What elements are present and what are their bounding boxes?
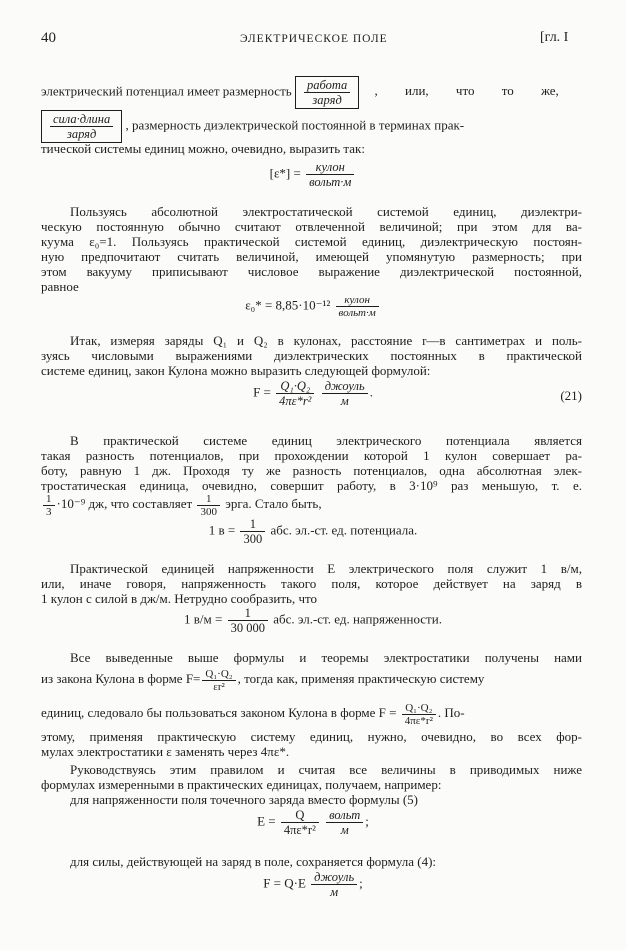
dimension-bracket: работа заряд	[295, 76, 359, 109]
text-line: $\frac{1}{3}$ ·10⁻⁹ дж, что составляет $\frac{1}{300}$ эрга. Стало быть,	[41, 492, 582, 518]
text-line: Итак, измеряя заряды Q₁ и Q₂ в кулонах, расстояние r—в сантиметрах и поль-	[70, 333, 582, 348]
text-line: Практической единицей напряженности E электрического поля служит 1 в/м,	[70, 561, 582, 576]
formula: F = $\frac{\text{Q₁·Q₂}}{\text{4πε*r²}}$ джоуль м .	[253, 379, 373, 408]
formula: E = $\frac{Q}{\text{4πε*r²}}$ вольт м ;	[257, 808, 369, 837]
text-line: этом вакууму приписывают числовое выражение диэлектрической постоянной,	[41, 264, 582, 279]
page-number: 40	[41, 30, 56, 46]
text-line: формулах измеренными в практических единицах, получаем, например:	[41, 777, 442, 792]
text-line: такая разность потенциалов, при прохождении которой 1 кулон совершает ра-	[41, 448, 582, 463]
chapter-marker: [гл. I	[540, 30, 569, 45]
text-line: ную предпочитают считать величиной, имеющей упомянутую размерность; при	[41, 249, 582, 264]
dimension-bracket: сила·длина заряд	[41, 110, 122, 143]
text-line: куума ε₀=1. Пользуясь практической системой единиц, диэлектрическую постоян-	[41, 234, 582, 249]
equation-number: (21)	[560, 388, 582, 403]
text-line: зуясь числовыми выражениями диэлектрических постоянных в практической	[41, 348, 582, 363]
text-line: мулах электростатики ε заменять через 4πε*.	[41, 744, 290, 759]
text-line: Руководствуясь этим правилом и считая все величины в приводимых ниже	[70, 762, 582, 777]
text-line: электрический потенциал имеет размерность работа заряд , или, что то же,	[41, 78, 559, 107]
text-line: Пользуясь абсолютной электростатической системой единиц, диэлектри-	[70, 204, 582, 219]
text-line: из закона Кулона в форме F= $\frac{\text{Q₁·Q₂}}{\text{εr²}}$ , тогда как, применяя практическую систему	[41, 667, 485, 693]
text-line: для напряженности поля точечного заряда вместо формулы (5)	[70, 792, 419, 807]
running-title: ЭЛЕКТРИЧЕСКОЕ ПОЛЕ	[240, 33, 388, 45]
text-line: этому, применяя практическую систему единиц, нужно, очевидно, во всех фор-	[41, 729, 582, 744]
text-line: или, иначе говоря, напряженность такого поля, которое действует на заряд в	[41, 576, 582, 591]
text-line: 1 кулон с силой в дж/м. Нетрудно сообразить, что	[41, 591, 318, 606]
text-line: тростатическая единица, очевидно, совершит работу, в 3·10⁹ раз меньшую, т. е.	[41, 478, 582, 493]
text-line: единиц, следовало бы пользоваться законом Кулона в форме F = $\frac{\text{Q₁·Q₂}}{\text{4πε*r²}}$ . По-	[41, 701, 465, 727]
text-line: сила·длина заряд , размерность диэлектрической постоянной в терминах прак-	[41, 110, 582, 143]
text-line: равное	[41, 279, 79, 294]
formula: 1 в = $\frac{1}{300}$ абс. эл.-ст. ед. потенциала.	[208, 517, 418, 546]
text-line: ческую постоянную обычно считают отвлеченной величиной; при этом для ва-	[41, 219, 582, 234]
formula: F = Q·E джоуль м ;	[263, 870, 363, 899]
text-line: В практической системе единиц электрического потенциала является	[70, 433, 582, 448]
formula: ε₀* = 8,85·10⁻¹² кулон вольт·м	[0, 294, 626, 319]
formula: 1 в/м = $\frac{1}{30 000}$ абс. эл.-ст. ед. напряженности.	[184, 606, 442, 635]
text-line: для силы, действующей на заряд в поле, сохраняется формула (4):	[70, 854, 437, 869]
text-line: системе единиц, закон Кулона можно выразить следующей формулой:	[41, 363, 431, 378]
text-line: тической системы единиц можно, очевидно, выразить так:	[41, 141, 365, 156]
formula: [ε*] = кулон вольт·м	[0, 160, 626, 189]
text-line: боту, равную 1 дж. Проходя ту же разность потенциалов, одна абсолютная элек-	[41, 463, 582, 478]
text-line: Все выведенные выше формулы и теоремы электростатики получены нами	[70, 650, 582, 665]
